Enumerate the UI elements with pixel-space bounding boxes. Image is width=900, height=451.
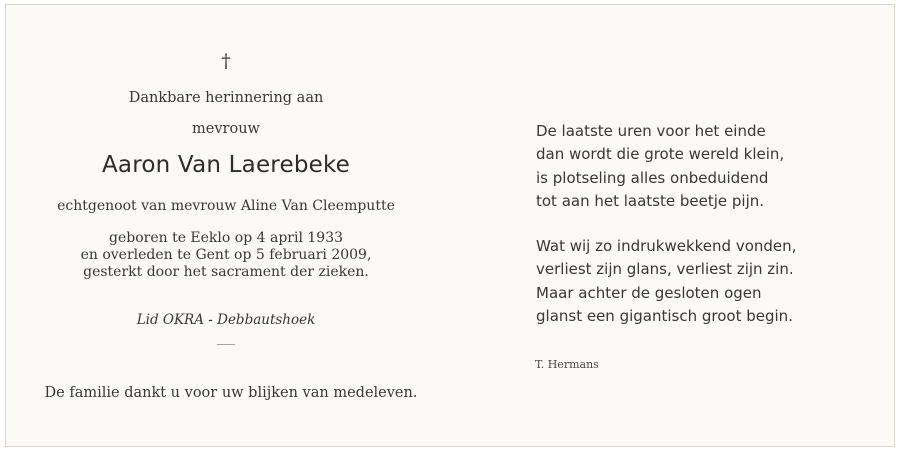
poem-line: Wat wij zo indrukwekkend vonden,: [536, 237, 797, 256]
thanks-line: De familie dankt u voor uw blijken van medeleven.: [44, 385, 418, 401]
membership-line: Lid OKRA - Debbautshoek: [136, 312, 316, 328]
poem-line: is plotseling alles onbeduidend: [536, 168, 769, 187]
poem-line: tot aan het laatste beetje pijn.: [536, 191, 765, 210]
divider: [217, 344, 235, 345]
title-word: mevrouw: [192, 121, 260, 137]
bio-line: gesterkt door het sacrament der zieken.: [83, 264, 369, 280]
poem: [536, 120, 796, 328]
cross-icon: †: [221, 50, 231, 72]
poem-line: glanst een gigantisch groot begin.: [536, 307, 793, 326]
memorial-card: [5, 4, 895, 447]
poem-stanza: [536, 235, 796, 328]
bio-line: geboren te Eeklo op 4 april 1933: [108, 230, 344, 246]
intro-text: Dankbare herinnering aan: [128, 90, 324, 106]
left-panel: [6, 5, 456, 446]
poem-line: Maar achter de gesloten ogen: [536, 283, 762, 302]
poem-line: verliest zijn glans, verliest zijn zin.: [536, 260, 794, 279]
poem-line: De laatste uren voor het einde: [536, 122, 766, 140]
right-panel: [456, 5, 896, 446]
bio-block: [6, 230, 446, 281]
poem-author: T. Hermans: [535, 358, 599, 371]
deceased-name: Aaron Van Laerebeke: [101, 152, 351, 178]
spouse-line: echtgenoot van mevrouw Aline Van Cleemputte: [57, 198, 395, 214]
poem-stanza: [536, 120, 796, 213]
poem-line: dan wordt die grote wereld klein,: [536, 145, 785, 164]
bio-line: en overleden te Gent op 5 februari 2009,: [80, 247, 372, 263]
